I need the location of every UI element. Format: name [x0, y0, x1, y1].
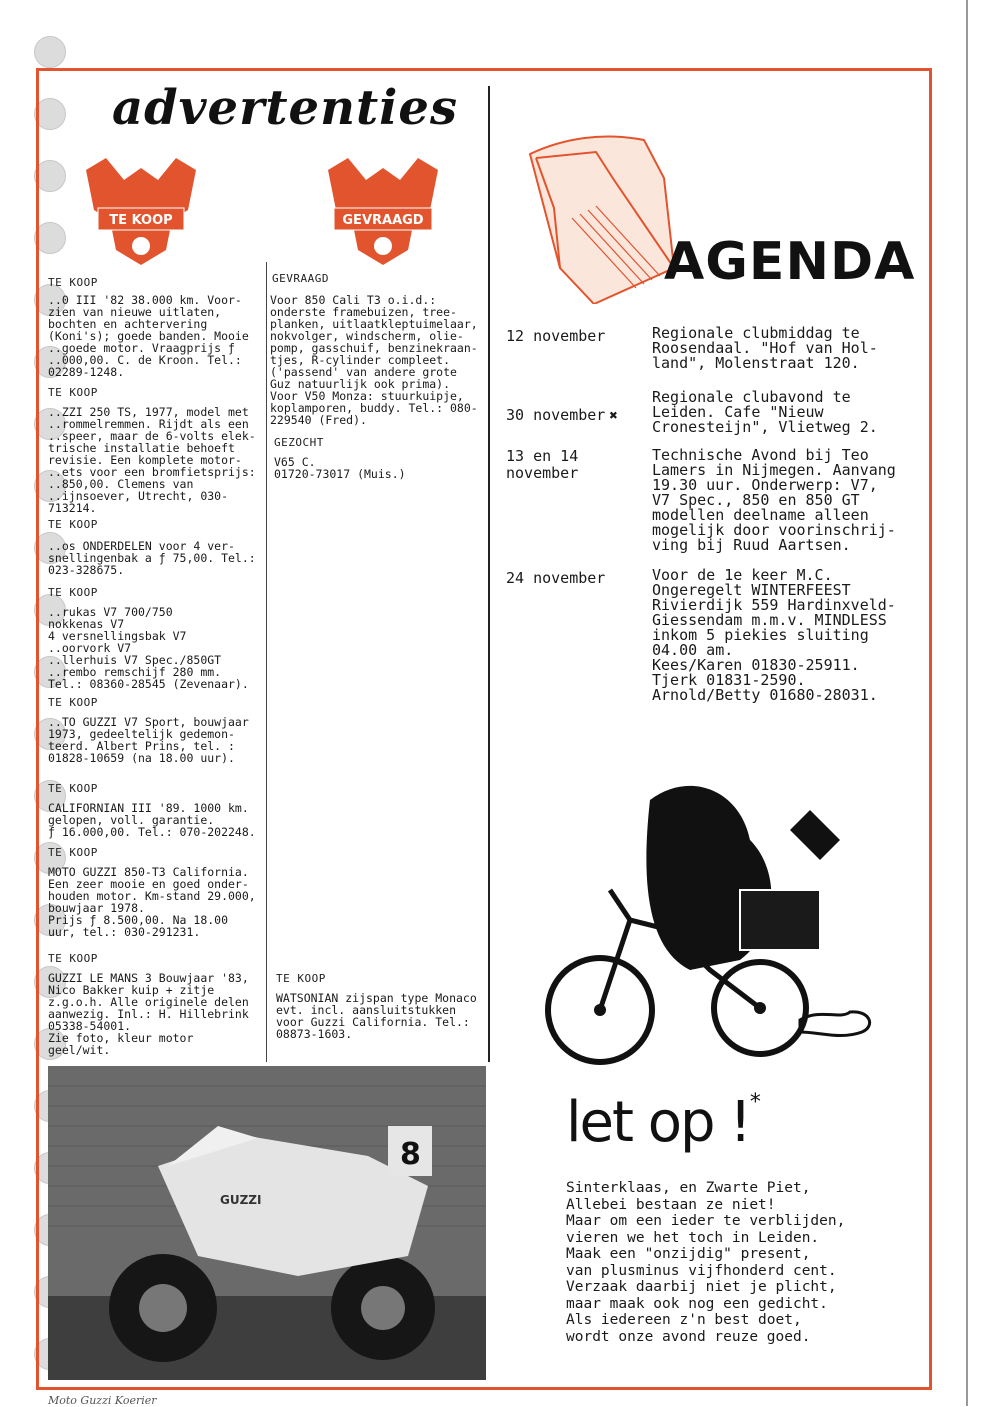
letop-title-text: let op ! — [566, 1090, 750, 1155]
ad-heading: TE KOOP — [48, 386, 98, 399]
column-divider — [488, 86, 490, 1062]
agenda-date: 24 november — [506, 569, 606, 587]
eagle-badge-icon — [318, 150, 448, 270]
agenda-date: 13 en 14 november — [506, 447, 579, 482]
ad-heading: TE KOOP — [48, 276, 98, 289]
motorcycle-image — [48, 1066, 486, 1380]
ad-heading: TE KOOP — [48, 952, 98, 965]
cross-mark-icon: ✖ — [609, 408, 618, 424]
ad-heading: TE KOOP — [48, 696, 98, 709]
agenda-date-row — [506, 390, 618, 425]
ad-text: V65 C. 01720-73017 (Muis.) — [274, 455, 406, 481]
agenda-date: 30 november — [506, 406, 606, 424]
letop-star: * — [749, 1090, 759, 1115]
ad-text: ..rukas V7 700/750 nokkenas V7 4 versnellingsbak V7 ..oorvork V7 ..llerhuis V7 Spec./850GT ..rembo remschijf 280 mm. Tel.: 08360-28545 (Zevenaar). — [48, 605, 249, 691]
agenda-text: Regionale clubavond te Leiden. Cafe "Nieuw Cronesteijn", Vlietweg 2. — [652, 388, 878, 436]
ad-text: ..0 III '82 38.000 km. Voor- zien van nieuwe uitlaten, bochten en achtervering (Koni's); goede banden. Mooie ..goede motor. Vraagprijs ƒ ..000,00. C. de Kroon. Tel.: 02289-1248. — [48, 293, 249, 379]
ad-heading: GEZOCHT — [274, 436, 324, 449]
letop-title — [566, 1090, 759, 1155]
page-edge — [966, 0, 968, 1406]
te-koop-badge-label: TE KOOP — [109, 213, 173, 228]
ad-text: CALIFORNIAN III '89. 1000 km. gelopen, voll. garantie. ƒ 16.000,00. Tel.: 070-202248. — [48, 801, 256, 839]
ad-heading: TE KOOP — [48, 586, 98, 599]
race-number: 8 — [400, 1137, 421, 1172]
gevraagd-badge-label: GEVRAAGD — [342, 213, 424, 228]
te-koop-badge — [76, 150, 206, 270]
fairing-brand: GUZZI — [220, 1193, 262, 1207]
advertenties-title: advertenties — [112, 80, 458, 136]
ad-heading: TE KOOP — [48, 846, 98, 859]
ad-text: ..os ONDERDELEN voor 4 ver- snellingenbak a ƒ 75,00. Tel.: 023-328675. — [48, 539, 256, 577]
ad-heading: GEVRAAGD — [272, 272, 329, 285]
agenda-text: Technische Avond bij Teo Lamers in Nijmegen. Aanvang 19.30 uur. Onderwerp: V7, V7 Spec., 850 en 850 GT modellen deelname alleen mogelijk door voorinschrij- ving bij Ruud Aartsen. — [652, 446, 896, 554]
motorcycle-photo — [48, 1066, 486, 1380]
footer-title: Moto Guzzi Koerier — [48, 1394, 157, 1407]
ad-text: ..ZZI 250 TS, 1977, model met ..rommelremmen. Rijdt als een ..speer, maar de 6-volts elek- trische installatie behoeft revisie. Een komplete motor- ..ets voor een bromfietsprijs: ..850,00. Clemens van ..ijnsoever, Utrecht, 030- 713214. — [48, 405, 256, 515]
gevraagd-badge — [318, 150, 448, 270]
moped-rider-icon — [540, 770, 880, 1070]
agenda-text: Voor de 1e keer M.C. Ongeregelt WINTERFEEST Rivierdijk 559 Hardinxveld- Giessendam m.m.v. MINDLESS inkom 5 piekies sluiting 04.00 am. Kees/Karen 01830-25911. Tjerk 01831-2590. Arnold/Betty 01680-28031. — [652, 566, 896, 704]
sinterklaas-poem: Sinterklaas, en Zwarte Piet, Allebei bestaan ze niet! Maar om een ieder te verblijden, vieren we het toch in Leiden. Maak een "onzijdig" present, van plusminus vijfhonderd cent. Verzaak daarbij niet je plicht, maar maak ook nog een gedicht. Als iedereen z'n best doet, wordt onze avond reuze goed. — [566, 1180, 846, 1345]
ad-text: MOTO GUZZI 850-T3 California. Een zeer mooie en goed onder- houden motor. Km-stand 29.000, bouwjaar 1978. Prijs ƒ 8.500,00. Na 18.00 uur, tel.: 030-291231. — [48, 865, 256, 939]
agenda-book-illustration — [524, 118, 674, 304]
ad-text: GUZZI LE MANS 3 Bouwjaar '83, Nico Bakker kuip + zitje z.g.o.h. Alle originele delen aanwezig. Inl.: H. Hillebrink 05338-54001. Zie foto, kleur motor geel/wit. — [48, 971, 249, 1057]
binder-hole — [34, 36, 66, 68]
ad-column-divider — [266, 262, 267, 1062]
book-pages-icon — [524, 118, 674, 304]
agenda-date: 12 november — [506, 327, 606, 345]
ad-text: ..TO GUZZI V7 Sport, bouwjaar 1973, gedeeltelijk gedemon- teerd. Albert Prins, tel. : 01828-10659 (na 18.00 uur). — [48, 715, 249, 765]
ad-heading: TE KOOP — [48, 782, 98, 795]
ad-text: Voor 850 Cali T3 o.i.d.: onderste framebuizen, tree- planken, uitlaatkleptuimelaar, nokvolger, windscherm, olie- pomp, gasschuif, benzinekraan- tjes, R-cylinder compleet. ('passend' van andere grote Guz natuurlijk ook prima). Voor V50 Monza: stuurkuipje, koplamporen, buddy. Tel.: 080- 229540 (Fred). — [270, 293, 478, 427]
ad-heading: TE KOOP — [276, 972, 326, 985]
ad-text: WATSONIAN zijspan type Monaco evt. incl. aansluitstukken voor Guzzi California. Tel.: 08873-1603. — [276, 991, 477, 1041]
agenda-title: AGENDA — [664, 232, 916, 292]
ad-heading: TE KOOP — [48, 518, 98, 531]
eagle-badge-icon — [76, 150, 206, 270]
agenda-text: Regionale clubmiddag te Roosendaal. "Hof van Hol- land", Molenstraat 120. — [652, 324, 878, 372]
zwarte-piet-moped-illustration — [540, 770, 880, 1070]
